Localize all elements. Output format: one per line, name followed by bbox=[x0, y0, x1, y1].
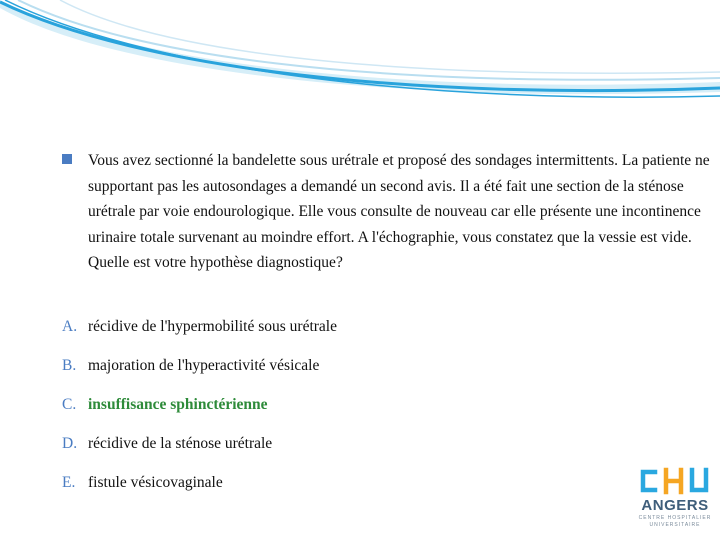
answer-d[interactable] bbox=[62, 433, 272, 455]
answer-text: fistule vésicovaginale bbox=[88, 474, 223, 491]
chu-angers-logo bbox=[636, 466, 714, 530]
answer-text: récidive de l'hypermobilité sous urétrale bbox=[88, 318, 337, 335]
answer-letter: E. bbox=[62, 474, 76, 491]
question-bullet bbox=[62, 154, 72, 164]
question-block bbox=[62, 148, 712, 276]
answer-text-correct: insuffisance sphinctérienne bbox=[88, 396, 268, 413]
answer-letter: A. bbox=[62, 318, 78, 335]
answer-a[interactable] bbox=[62, 316, 337, 338]
answer-letter: D. bbox=[62, 435, 78, 452]
answer-b[interactable] bbox=[62, 355, 319, 377]
question-text: Vous avez sectionné la bandelette sous urétrale et proposé des sondages intermittents. La patiente ne supportant pas les autosondages a demandé un second avis. Il a été fait une section de la sténose urétrale par voie endourologique. Elle vous consulte de nouveau car elle présente une incontinence urinaire totale survenant au moindre effort. A l'échographie, vous constatez que la vessie est vide. Quelle est votre hypothèse diagnostique? bbox=[88, 152, 710, 271]
answer-letter: B. bbox=[62, 357, 77, 374]
answer-e[interactable] bbox=[62, 472, 223, 494]
answer-letter: C. bbox=[62, 396, 77, 413]
answer-c[interactable] bbox=[62, 394, 268, 416]
answer-text: récidive de la sténose urétrale bbox=[88, 435, 273, 452]
answer-text: majoration de l'hyperactivité vésicale bbox=[88, 357, 320, 374]
svg-text:UNIVERSITAIRE: UNIVERSITAIRE bbox=[649, 522, 701, 528]
svg-text:CENTRE HOSPITALIER: CENTRE HOSPITALIER bbox=[638, 515, 712, 521]
svg-text:ANGERS: ANGERS bbox=[641, 497, 709, 514]
header-swoosh-decoration bbox=[0, 0, 720, 110]
